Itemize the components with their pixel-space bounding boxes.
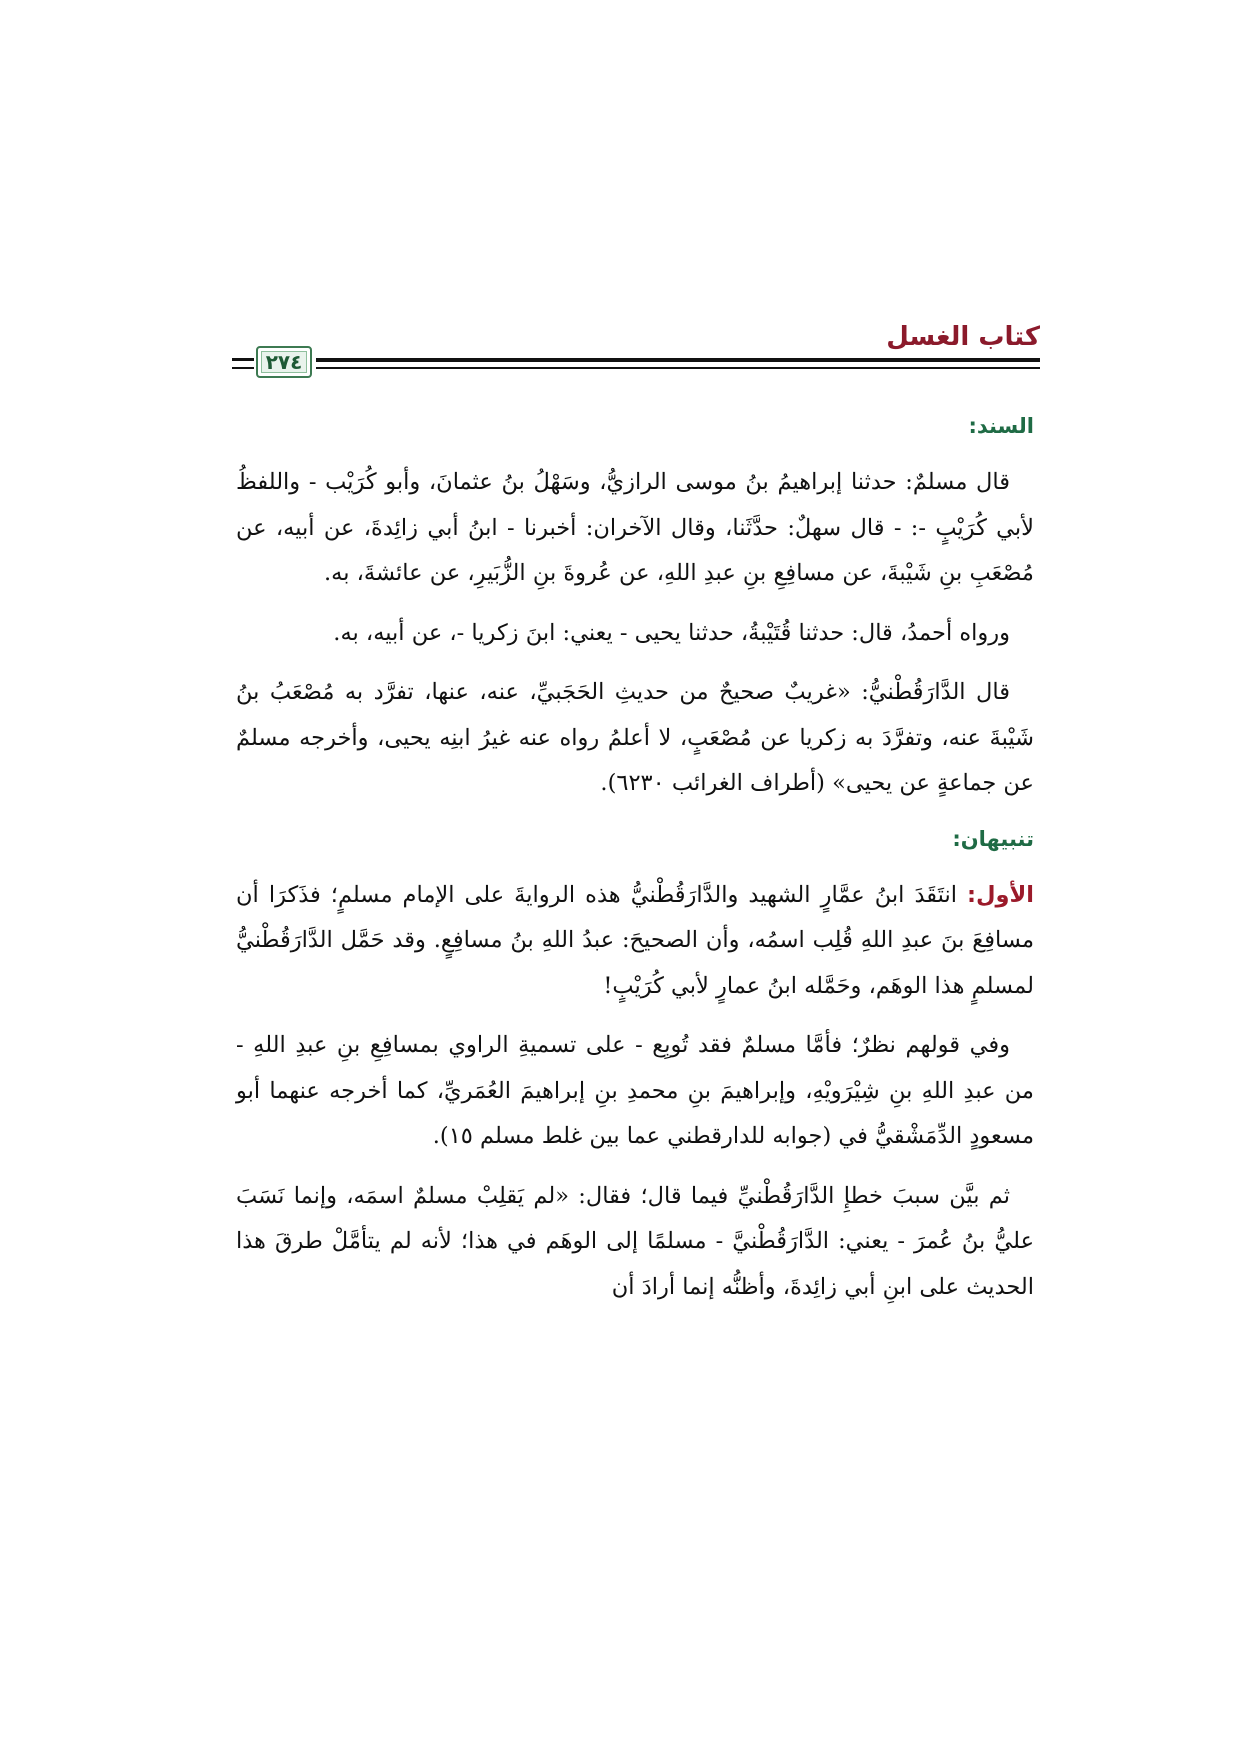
paragraph-explanation: ثم بيَّن سببَ خطإِ الدَّارَقُطْنيِّ فيما قال؛ فقال: «لم يَقلِبْ مسلمٌ اسمَه، وإنما نَسَبَ عليُّ بنُ عُمرَ - يعني: الدَّارَقُطْنيَّ - مسلمًا إلى الوهَم في هذا؛ لأنه لم يتأمَّلْ طرقَ هذا الحديث على ابنِ أبي زائِدةَ، وأظنُّه إنما أرادَ أن [236,1182,1034,1300]
paragraph-daraqutni: قال الدَّارَقُطْنيُّ: «غريبٌ صحيحٌ من حديثِ الحَجَبيِّ، عنه، عنها، تفرَّد به مُصْعَبُ بنُ شَيْبةَ عنه، وتفرَّدَ به زكريا عن مُصْعَبٍ، لا أعلمُ رواه عنه غيرُ ابنِه يحيى، وأخرجه مسلمٌ عن جماعةٍ عن يحيى» (أطراف الغرائب ٦٢٣٠). [236,679,1034,796]
section-heading-sanad: السند: [968,414,1034,438]
first-note-text: انتَقَدَ ابنُ عمَّارٍ الشهيد والدَّارَقُطْنيُّ هذه الروايةَ على الإمام مسلمٍ؛ فذَكرَا أن مسافِعَ بنَ عبدِ اللهِ قُلِب اسمُه، وأن الصحيحَ: عبدُ اللهِ بنُ مسافِعٍ. وقد حَمَّل الدَّارَقُطْنيُّ لمسلمٍ هذا الوهَم، وحَمَّله ابنُ عمارٍ لأبي كُرَيْبٍ! [236,881,1034,999]
page-number-badge: ٢٧٤ [256,346,312,378]
book-title: كتاب الغسل [886,322,1040,352]
page-header [232,318,1040,378]
paragraph-ahmad: ورواه أحمدُ، قال: حدثنا قُتَيْبةُ، حدثنا يحيى - يعني: ابنَ زكريا -، عن أبيه، به. [333,619,1010,646]
header-rule-left-thin [232,367,254,369]
section-heading-tanbihan: تنبيهان: [952,826,1034,851]
paragraph-objection: وفي قولهم نظرٌ؛ فأمَّا مسلمٌ فقد تُوبِع - على تسميةِ الراوي بمسافِعِ بنِ عبدِ اللهِ - من عبدِ اللهِ بنِ شِيْرَويْهِ، وإبراهيمَ بنِ محمدِ بنِ إبراهيمَ العُمَريِّ، كما أخرجه عنهما أبو مسعودٍ الدِّمَشْقيُّ في (جوابه للدارقطني عما بين غلط مسلم ١٥). [236,1032,1034,1149]
paragraph-isnad-muslim: قال مسلمٌ: حدثنا إبراهيمُ بنُ موسى الرازيُّ، وسَهْلُ بنُ عثمانَ، وأبو كُرَيْب - واللفظُ لأبي كُرَيْبٍ -: - قال سهلٌ: حدَّثَنا، وقال الآخران: أخبرنا - ابنُ أبي زائِدةَ، عن أبيه، عن مُصْعَبِ بنِ شَيْبةَ، عن مسافِعِ بنِ عبدِ اللهِ، عن عُروةَ بنِ الزُّبَيرِ، عن عائشةَ، به. [236,469,1034,586]
first-note-label: الأول: [967,881,1034,908]
header-rule-thin [316,367,1040,369]
paragraph-first-note [236,873,1034,1010]
header-rule-left-thick [232,358,254,361]
page-body [236,408,1034,1324]
header-rule-thick [316,358,1040,362]
